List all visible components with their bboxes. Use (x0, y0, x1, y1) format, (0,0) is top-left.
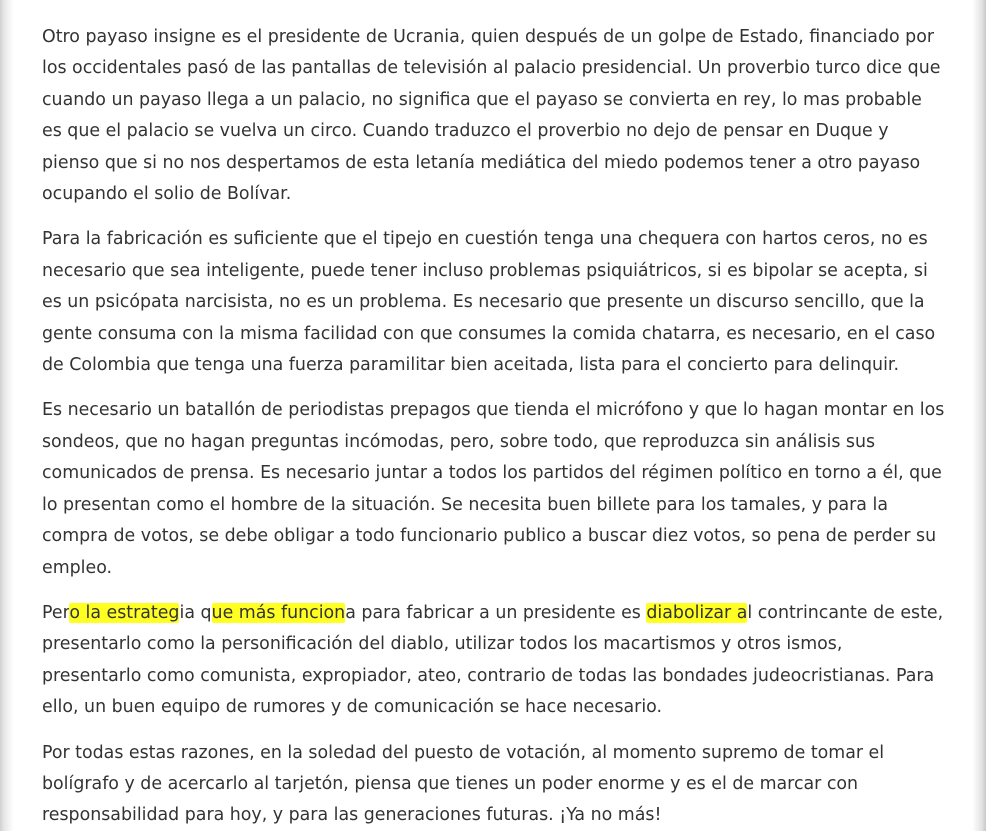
paragraph-5: Por todas estas razones, en la soledad del puesto de votación, al momento supremo de tomar el bolígrafo y de acercarlo al tarjetón, piensa que tienes un poder enorme y es el de marcar con responsabilidad para hoy, y para las generaciones futuras. ¡Ya no más! (42, 742, 885, 826)
paragraph-4 (42, 598, 947, 724)
paragraph-4-text: l contrincante de este, presentarlo como la personificación del diablo, utilizar todos los macartismos y otros ismos, presentarlo como comunista, expropiador, ateo, contrario de todas las bondades judeocristianas. Para ello, un buen equipo de rumores y de comunicación se hace necesario. (42, 602, 944, 718)
highlight-diabolizar: diabolizar a (646, 602, 748, 623)
paragraph-2: Para la fabricación es suficiente que el tipejo en cuestión tenga una chequera con hartos ceros, no es necesario que sea inteligente, puede tener incluso problemas psiquiátricos, si es bipolar se acepta, si es un psicópata narcisista, no es un problema. Es necesario que presente un discurso sencillo, que la gente consuma con la misma facilidad con que consumes la comida chatarra, es necesario, en el caso de Colombia que tenga una fuerza paramilitar bien aceitada, lista para el concierto para delinquir. (42, 229, 936, 376)
page-shadow-left (0, 0, 14, 831)
paragraph-4-text: ia q (179, 602, 212, 623)
page-shadow-right (972, 0, 986, 831)
paragraph-3: Es necesario un batallón de periodistas prepagos que tienda el micrófono y que lo hagan montar en los sondeos, que no hagan preguntas incómodas, pero, sobre todo, que reproduzca sin análisis sus comunicados de prensa. Es necesario juntar a todos los partidos del régimen político en torno a él, que lo presentan como el hombre de la situación. Se necesita buen billete para los tamales, y para la compra de votos, se debe obligar a todo funcionario publico a buscar diez votos, so pena de perder su empleo. (42, 400, 945, 578)
highlight-mas-funciona: ue más funcion (211, 602, 346, 623)
article-body (42, 22, 947, 831)
paragraph-1: Otro payaso insigne es el presidente de Ucrania, quien después de un golpe de Estado, financiado por los occidentales pasó de las pantallas de televisión al palacio presidencial. Un proverbio turco dice que cuando un payaso llega a un palacio, no significa que el payaso se convierta en rey, lo mas probable es que el palacio se vuelva un circo. Cuando traduzco el proverbio no dejo de pensar en Duque y pienso que si no nos despertamos de esta letanía mediática del miedo podemos tener a otro payaso ocupando el solio de Bolívar. (42, 27, 941, 205)
highlight-la-estrategia: o la estrateg (69, 602, 180, 623)
paragraph-4-text: a para fabricar a un presidente es (345, 602, 647, 623)
paragraph-4-text: Per (42, 602, 70, 623)
